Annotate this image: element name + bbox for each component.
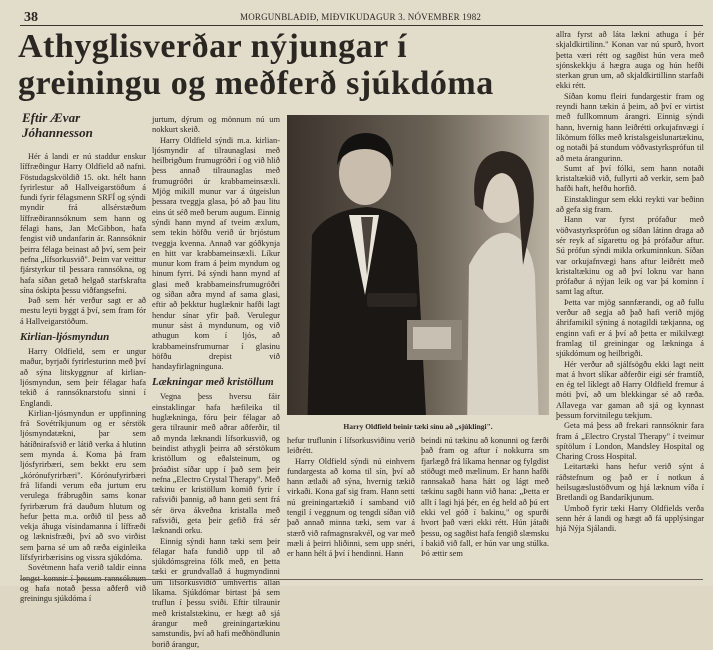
paragraph: Hér verður að sjálfsögðu ekki lagt neitt mat á hvort slíkar aðferðir eigi sér framtíð, en ég tel líklegt að Harry Oldfield fremur á móti því, að um blekkingar sé að ræða. Allavega var gaman að sjá og kynnast þessum forvitnilegu tækjum. <box>556 359 704 420</box>
running-header: MORGUNBLAÐIÐ, MIÐVIKUDAGUR 3. NÓVEMBER 1982 <box>240 12 482 22</box>
paragraph: Leitartæki hans hefur verið sýnt á ráðstefnum og það er í notkun á heilsugæslustöðvum og hjá læknum víða í Bretlandi og Bandaríkjunum. <box>556 462 704 503</box>
paragraph: Harry Oldfield, sem er ungur maður, byrjaði fyrirlesturinn með því að sýna litskyggnur af kirlian-ljósmyndun, sem þeir félagar hafa tekið á rannsóknarstofu sinni í Englandi. <box>20 347 146 408</box>
paragraph: beindi nú tækinu að konunni og færði það fram og aftur í nokkurra sm fjarlægð frá líkama hennar og fylgdist stöðugt með mælinum. Er hann hafði rannsakað hana hátt og lágt með tækinu sagði hann við hana: „Þetta er allt í lagi hjá þér, en ég held að þú ert ekki vel góð í bakinu," og spurði hvort það væri ekki rétt. Hún játaði þessu, og sagðist hafa fengið slæmsku í bakið við fall, er hún var ung stúlka. Þó ættir sem <box>421 436 549 559</box>
paragraph: allra fyrst að láta lækni athuga í þér skjaldkirtilinn." Konan var nú spurð, hvort þetta væri rétt og sagðist hún vera með sjónskekkju á hægra auga og hún hefði sterkan grun um, að skjaldkirtillinn starfaði ekki rétt. <box>556 30 704 91</box>
byline: Eftir Ævar Jóhannesson <box>22 110 93 140</box>
header-rule <box>20 25 703 26</box>
paragraph: Það sem hér verður sagt er að mestu leyti byggt á því, sem fram fór á Hallveigarstöðum. <box>20 296 146 326</box>
article-column-3 <box>287 436 415 580</box>
page-number: 38 <box>24 10 38 25</box>
photo-illustration <box>287 115 549 435</box>
paragraph: Harry Oldfield sýndi nú einhvern fundargesta að koma til sín, því að hann ætlaði að sýna, hvernig tækið virkaði. Kona gaf sig fram. Hann setti nú greiningartækið í samband við tengil í veggnum og tengdi síðan við það annað minna tæki, sem var á stærð við rafmagnsrakvél, og var með mæli á þeirri hliðinni, sem upp snéri, er hann hélt á því í hendinni. Hann <box>287 456 415 559</box>
article-photo <box>287 115 549 435</box>
article-column-1 <box>20 152 146 604</box>
photo-caption: Harry Oldfield beinir tæki sínu að „sjúklingi". <box>343 422 493 431</box>
article-column-5 <box>556 30 704 580</box>
paragraph: hefur truflunin í lífsorkusviðinu verið leiðrétt. <box>287 436 415 456</box>
footer-rule <box>20 579 703 580</box>
paragraph: jurtum, dýrum og mönnum nú um nokkurt skeið. <box>152 115 280 135</box>
article-column-4 <box>421 436 549 580</box>
paragraph: Geta má þess að frekari rannsóknir fara fram á „Electro Crystal Therapy" í tveimur spítölum í London, Mandsley Hospital og Charing Cross Hospital. <box>556 421 704 462</box>
paragraph: Síðan komu fleiri fundargestir fram og reyndi hann tækin á þeim, að því er virtist með fullkomnum árangri. Einnig sýndi hann, hvernig hann leiðrétti orkujafnvægi í líkömum fólks með kristalsgeislunartækinu, og notaði þá stundum vöðvastyrksprófun til að meta árangurinn. <box>556 91 704 163</box>
subheading: Kirlian-ljósmyndun <box>20 331 110 344</box>
paragraph: Kirlian-ljósmyndun er uppfinning frá Sovétríkjunum og er sérstök ljósmyndatækni, þar sem hátíðnirafsvið er látið verka á hlutinn sem mynda á. Koma þá fram ljósfyrirbæri, sem bekkt eru sem „kórónufyrirbæri". Kórónufyrirbæri frá lifandi verum eða jurtum eru verulega frábrugðin sams konar fyrirbærum frá dauðum hlutum og hefur þetta m.a. orðið til þess að vekja áhuga vísindamanna í líffræði og læknisfræði, því að svo virðist sem þarna sé um að ræða eiginleika lífsfyrirbærisins og vissra sjúkdóma. <box>20 408 146 562</box>
paragraph: Einstaklingur sem ekki reykti var beðinn að gefa sig fram. <box>556 194 704 215</box>
article-column-2 <box>152 115 280 649</box>
paragraph: Vegna þess hversu fáir einstaklingar hafa hæfileika til huglækninga, fóru þeir félagar að gera tilraunir með aðrar aðferðir, til að mynda læknandi lífsorkusvið, og beindist athygli þeirra að sérstökum kristöllum og eðalsteinum, og þróaðist síðar upp í það sem þeir nefna „Electro Crystal Therapy". Með tækinu er kristöllum komið fyrir í rafsviði þannig, að hann geti sent frá sér örva ákveðna kristalla með rafsviði, geta þeir gefið frá sér læknandi orku. <box>152 392 280 536</box>
paragraph: Hann var fyrst prófaður með vöðvastyrksprófun og síðan látinn draga að sér reyk af sígarettu og þá prófaður aftur. Sú prófun sýndi mikla orkuminnkun. Síðan var orkujafnvægi hans aftur leiðrétt með kristaltækinu og að því loknu var hann prófaður á nýjan leik og var þá kominn í samt lag aftur. <box>556 215 704 297</box>
paragraph: Sovétmenn hafa verið taldir einna lengst komnir í þessum rannsóknum og hafa notað þessa aðferð við greiningu sjúkdóma í <box>20 563 146 604</box>
headline: Athyglisverðar nýjungar í greiningu og meðferð sjúkdóma <box>18 28 494 102</box>
paragraph: Hér á landi er nú staddur enskur líffræðingur Harry Oldfield að nafni. Föstudagskvöldið 15. okt. hélt hann fyrirlestur að Hallveigarstöðum á fundi fyrir félagsmenn SRFÍ og sýndi myndir frá allsérstæðum líffræðirannsóknum sem hann og félagi hans, Jan McGibbon, hafa fengist við undanfarin ár. Rannsóknir þeirra félaga beinast að því, sem þeir nefna „lífsorkusvið". Þeim var veittur fjárstyrkur til þessara rannsókna, og hafa síðan getað helgað starfskrafta sína óskipta þessu viðfangsefni. <box>20 152 146 295</box>
paragraph: Einnig sýndi hann tæki sem þeir félagar hafa fundið upp til að sjúkdómsgreina fólk með, en þetta tæki er grundvallað á hugmyndinni um lífsorkusviðið umhverfis allan líkama. Sjúkdómar birtast þá sem truflun í þessu sviði. Eftir tilraunir með kristalstækinu, er hægt að sjá árangur með greiningartækinu samstundis, því að hafi meðhöndlunin borið árangur, <box>152 536 280 649</box>
subheading: Lækningar með kristöllum <box>152 376 274 389</box>
paragraph: Umboð fyrir tæki Harry Oldfields verða senn hér á landi og hægt að fá upplýsingar hjá Nýja Sjálandi. <box>556 503 704 534</box>
paragraph: Sumt af því fólki, sem hann notaði kristaltækið við, fullyrti að verkir, sem það hafði haft, hefðu horfið. <box>556 163 704 194</box>
paragraph: Harry Oldfield sýndi m.a. kirlian-ljósmyndir af tilraunaglasi með heilbrigðum frumugróðri í og við hlið þess annað tilraunaglas með frumugróðri úr krabbameinsæxli. Mjög mikill munur var á útgeislun þessara tveggja glasa, þó að þau litu eins út séð með berum augum. Einnig sýndi hann mynd af tveim æxlum, sem tekin höfðu verið úr brjóstum tveggja kvenna. Annað var góðkynja en hitt var krabbameinsæxli. Líkur munur kom fram á þeim myndum og hinum fyrri. Þá sýndi hann mynd af glasi með krabbameinsfrumugróðri og síðan aðra mynd af sama glasi, eftir að þekktur huglæknir hafði lagt hendur sínar yfir það. Verulegur munur sást á myndunum, og við athugun kom í ljós, að krabbameinsfrumurnar í glasinu höfðu drepist við handayfirlagninguna. <box>152 135 280 372</box>
paragraph: Þetta var mjög sannfærandi, og að fullu verður að segja að það hafi verið mjög áhrifamikil sýning á notagildi tækjanna, og enginn vafi er á því að þetta er mikilvægt framlag til greiningar og lækninga á sjúkdómum og heilbrigði. <box>556 297 704 359</box>
